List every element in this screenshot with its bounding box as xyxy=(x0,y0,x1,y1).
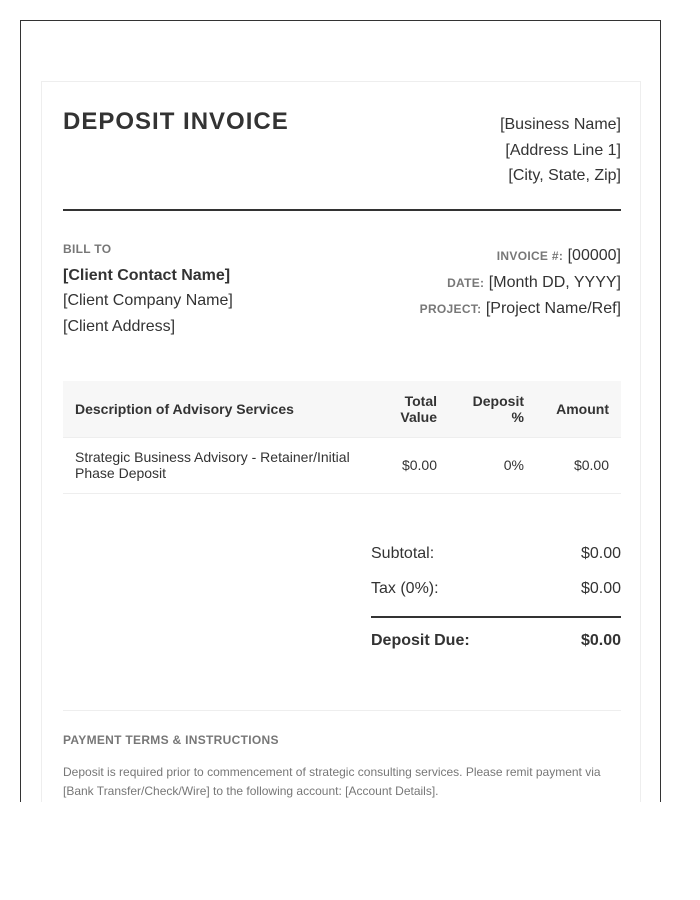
line-item-amount: $0.00 xyxy=(536,437,621,493)
table-row xyxy=(63,437,621,493)
tax-value: $0.00 xyxy=(580,580,621,597)
header-divider xyxy=(63,209,621,211)
subtotal-row xyxy=(371,538,621,573)
subtotal-value: $0.00 xyxy=(580,545,621,562)
invoice-title: DEPOSIT INVOICE xyxy=(63,108,289,135)
page-frame xyxy=(20,20,661,802)
line-item-deposit-percent: 0% xyxy=(449,437,536,493)
bill-to-section xyxy=(63,242,363,339)
line-item-total-value: $0.00 xyxy=(367,437,449,493)
invoice-number-row xyxy=(420,243,621,270)
column-header-total-value: Total Value xyxy=(367,381,449,437)
client-contact-name: [Client Contact Name] xyxy=(63,267,231,284)
column-header-amount: Amount xyxy=(536,381,621,437)
totals-section xyxy=(371,538,621,658)
project-value: [Project Name/Ref] xyxy=(485,300,621,317)
column-header-deposit-percent: Deposit % xyxy=(449,381,536,437)
line-items-table xyxy=(63,381,621,494)
business-name: [Business Name] xyxy=(500,116,621,133)
column-header-description: Description of Advisory Services xyxy=(63,381,367,437)
business-info xyxy=(500,112,621,189)
footer-divider xyxy=(63,710,621,711)
payment-terms-title: PAYMENT TERMS & INSTRUCTIONS xyxy=(63,733,279,747)
project-label: PROJECT: xyxy=(419,302,482,316)
invoice-document xyxy=(41,81,641,802)
tax-row xyxy=(371,573,621,608)
deposit-due-row xyxy=(371,618,621,658)
invoice-date-row xyxy=(420,270,621,297)
invoice-date-label: DATE: xyxy=(447,275,485,290)
client-company-name: [Client Company Name] xyxy=(63,292,233,309)
subtotal-label: Subtotal: xyxy=(371,545,435,562)
payment-terms-text: Deposit is required prior to commencement of strategic consulting services. Please remit payment via [Bank Transfer/Check/Wire] to the following account: [Account Details]. xyxy=(63,765,601,798)
bill-to-label: BILL TO xyxy=(63,242,112,256)
invoice-meta xyxy=(420,243,621,323)
tax-label: Tax (0%): xyxy=(371,580,439,597)
client-address: [Client Address] xyxy=(63,317,176,335)
project-row xyxy=(420,296,621,323)
invoice-header xyxy=(63,108,621,208)
business-city-state-zip: [City, State, Zip] xyxy=(508,167,621,184)
deposit-due-value: $0.00 xyxy=(580,632,621,649)
invoice-number-value: [00000] xyxy=(567,247,621,264)
invoice-date-value: [Month DD, YYYY] xyxy=(488,273,621,291)
table-header-row xyxy=(63,381,621,437)
line-item-description: Strategic Business Advisory - Retainer/Initial Phase Deposit xyxy=(63,437,367,493)
deposit-due-label: Deposit Due: xyxy=(371,632,470,649)
invoice-number-label: INVOICE #: xyxy=(496,249,564,263)
business-address-line-1: [Address Line 1] xyxy=(505,141,621,159)
